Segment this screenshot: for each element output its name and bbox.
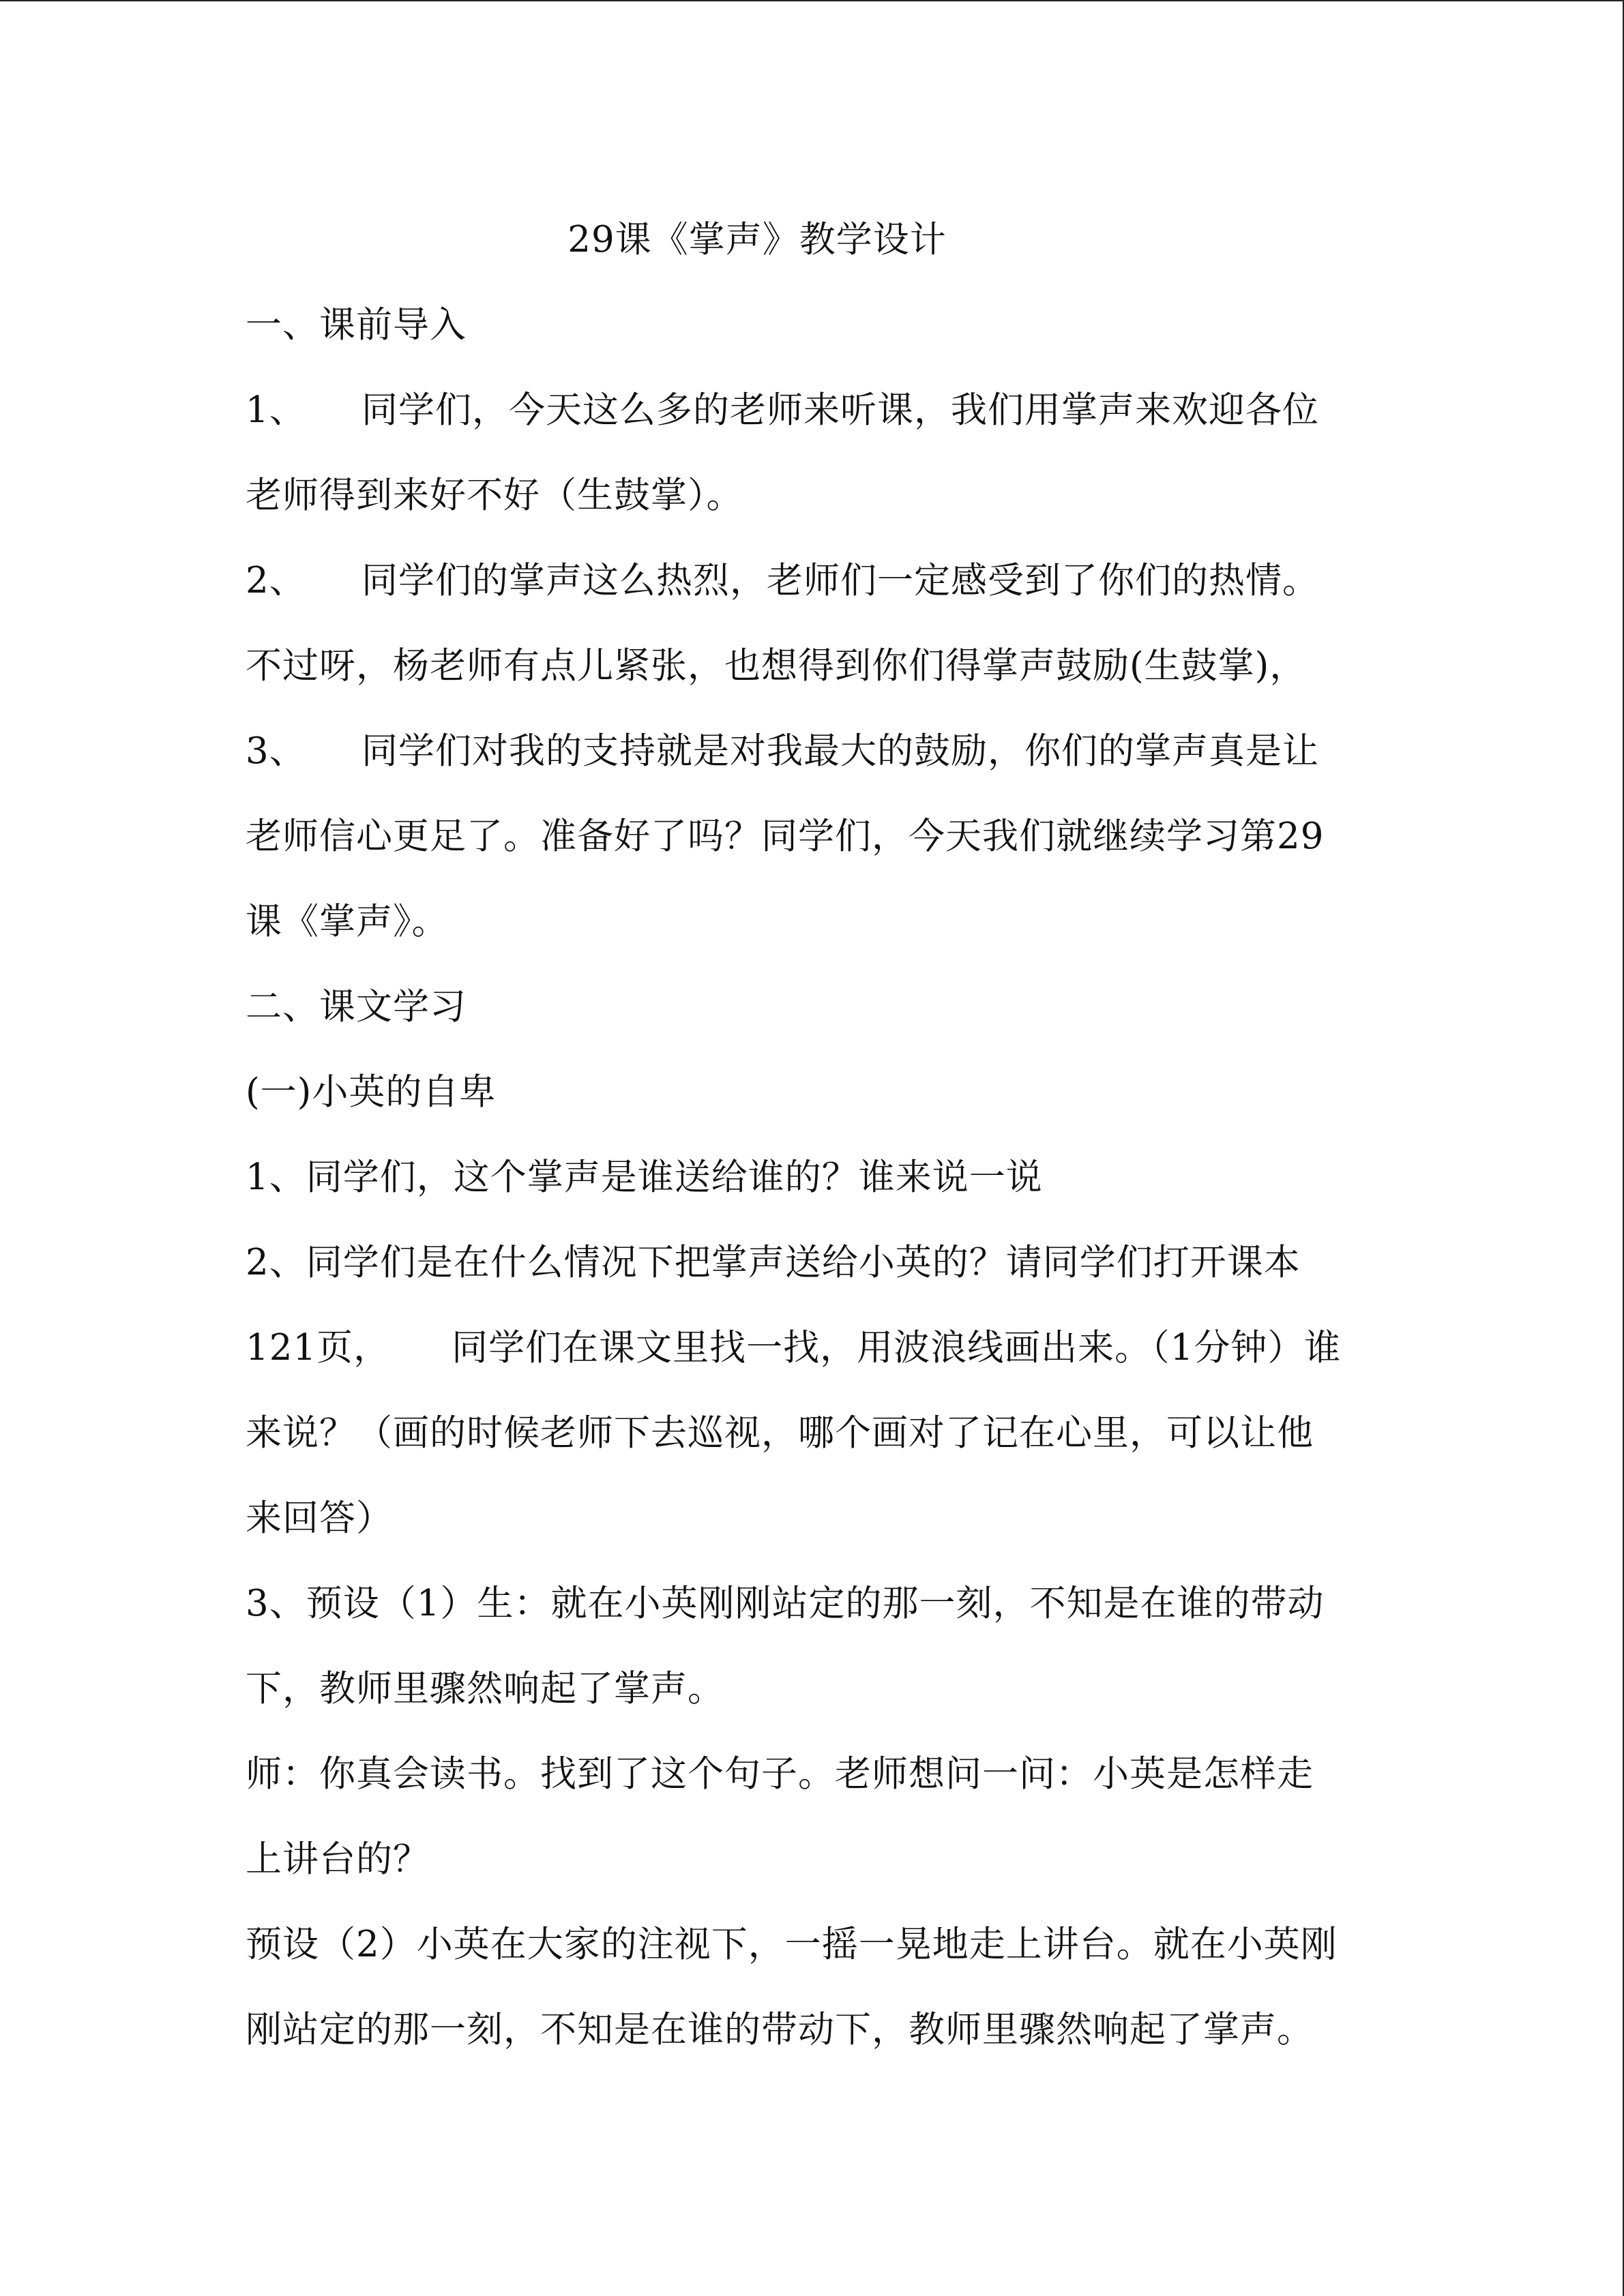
- paragraph-line: 上讲台的？: [246, 1838, 430, 1880]
- paragraph-line: 下，教师里骤然响起了掌声。: [246, 1668, 724, 1710]
- paragraph-line: 来回答）: [246, 1497, 393, 1539]
- paragraph-line: 课《掌声》。: [246, 901, 449, 942]
- paragraph-line: 1、同学们，这个掌声是谁送给谁的？谁来说一说: [246, 1157, 1043, 1198]
- item-number: 2、: [246, 560, 306, 601]
- paragraph-line: 预设（2）小英在大家的注视下，一摇一晃地走上讲台。就在小英刚: [246, 1924, 1338, 1965]
- paragraph-line: 来说？（画的时候老师下去巡视，哪个画对了记在心里，可以让他: [246, 1412, 1314, 1454]
- item-text: 同学们的掌声这么热烈，老师们一定感受到了你们的热情。: [361, 560, 1319, 601]
- paragraph-line: 刚站定的那一刻，不知是在谁的带动下，教师里骤然响起了掌声。: [246, 2009, 1314, 2051]
- paragraph-line: [246, 387, 1319, 434]
- paragraph-line: 不过呀，杨老师有点儿紧张，也想得到你们得掌声鼓励(生鼓掌)，: [246, 645, 1307, 687]
- page-reference: 121页，: [246, 1327, 391, 1369]
- paragraph-line: 2、同学们是在什么情况下把掌声送给小英的？请同学们打开课本: [246, 1242, 1301, 1283]
- item-number: 1、: [246, 389, 306, 431]
- item-number: 3、: [246, 730, 306, 772]
- paragraph-line: 老师得到来好不好（生鼓掌）。: [246, 475, 743, 516]
- item-text: 同学们对我的支持就是对我最大的鼓励，你们的掌声真是让: [361, 730, 1319, 772]
- subsection-heading: (一)小英的自卑: [246, 1071, 497, 1113]
- paragraph-line: 师：你真会读书。找到了这个句子。老师想问一问：小英是怎样走: [246, 1753, 1314, 1795]
- document-title: 29课《掌声》教学设计: [567, 219, 947, 260]
- paragraph-line: [246, 557, 1319, 605]
- paragraph-line: [246, 1324, 1341, 1372]
- paragraph-line: 3、预设（1）生：就在小英刚刚站定的那一刻，不知是在谁的带动: [246, 1583, 1325, 1624]
- paragraph-line: [246, 728, 1319, 775]
- section-heading-intro: 一、课前导入: [246, 304, 467, 346]
- section-heading-study: 二、课文学习: [246, 986, 467, 1028]
- paragraph-line: 老师信心更足了。准备好了吗？同学们，今天我们就继续学习第29: [246, 816, 1325, 857]
- paragraph-text: 同学们在课文里找一找，用波浪线画出来。（1分钟）谁: [452, 1327, 1342, 1369]
- item-text: 同学们，今天这么多的老师来听课，我们用掌声来欢迎各位: [361, 389, 1319, 431]
